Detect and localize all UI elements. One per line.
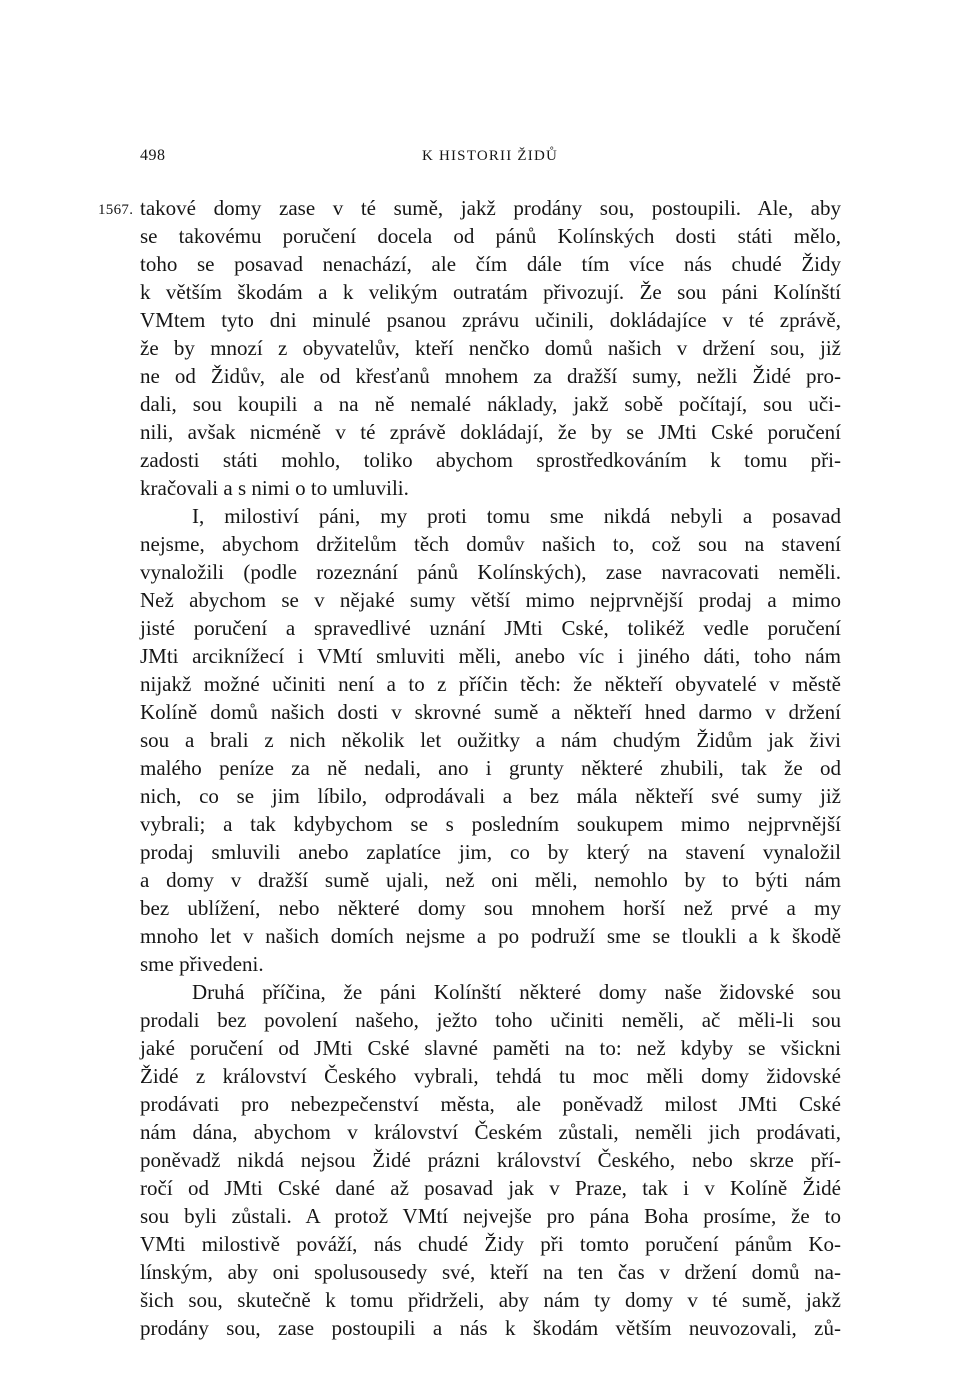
body-text <box>140 194 841 1342</box>
text-line: a domy v dražší sumě ujali, než oni měli, nemohlo by to býti nám <box>140 868 841 892</box>
text-line: sme přivedeni. <box>140 952 264 976</box>
text-line: zadosti státi mohlo, toliko abychom sprostředkováním k tomu při- <box>140 448 841 472</box>
text-line: poněvadž nikdá nejsou Židé prázni království Českého, nebo skrze pří- <box>140 1148 841 1172</box>
text-line: jaké poručení od JMti Cské slavné paměti na to: než kdyby se všickni <box>140 1036 841 1060</box>
text-line: ne od Židův, ale od křesťanů mnohem za dražší sumy, nežli Židé pro- <box>140 364 841 388</box>
text-line: vybrali; a tak kdybychom se s posledním soukupem mimo nejprvnější <box>140 812 841 836</box>
text-line: prodávati pro nebezpečenství města, ale poněvadž milost JMti Cské <box>140 1092 841 1116</box>
text-line: mnoho let v našich domích nejsme a po podruží sme se tloukli a k škodě <box>140 924 841 948</box>
text-line: k větším škodám a k velikým outratám přivozují. Že sou páni Kolínští <box>140 280 841 304</box>
text-line: bez ublížení, nebo některé domy sou mnohem horší než prvé a my <box>140 896 841 920</box>
text-line: Druhá příčina, že páni Kolínští některé domy naše židovské sou <box>192 980 841 1004</box>
paragraph-2 <box>140 502 841 978</box>
margin-year-note: 1567. <box>98 202 134 218</box>
running-title: K HISTORII ŽIDŮ <box>421 148 559 164</box>
text-line: prodali bez povolení našeho, ježto toho učiniti neměli, ač měli-li sou <box>140 1008 841 1032</box>
text-line: VMti milostivě pováží, nás chudé Židy při tomto poručení pánům Ko- <box>140 1232 841 1256</box>
text-line: sou a brali z nich několik let oužitky a nám chudým Židům jak živi <box>140 728 841 752</box>
text-line: nich, co se jim líbilo, odprodávali a bez mála někteří své sumy již <box>140 784 841 808</box>
paragraph-1 <box>140 194 841 502</box>
text-line: malého peníze za ně nedali, ano i grunty některé zhubili, tak že od <box>140 756 841 780</box>
text-line: toho se posavad nenachází, ale čím dále tím více nás chudé Židy <box>140 252 841 276</box>
text-line: Židé z království Českého vybrali, tehdá tu moc měli domy židovské <box>140 1064 841 1088</box>
page-number: 498 <box>140 147 166 164</box>
text-line: I, milostiví páni, my proti tomu sme nikdá nebyli a posavad <box>192 504 841 528</box>
text-line: prodaj smluvili anebo zaplatíce jim, co by který na stavení vynaložil <box>140 840 841 864</box>
text-line: VMtem tyto dni minulé psanou zprávu učinili, dokládajíce v té zprávě, <box>140 308 841 332</box>
text-line: prodány sou, zase postoupili a nás k škodám větším neuvozovali, zů- <box>140 1316 841 1340</box>
text-line: nejsme, abychom držitelům těch domův našich to, což sou na stavení <box>140 532 841 556</box>
text-line: línským, aby oni spolusousedy své, kteří na ten čas v držení domů na- <box>140 1260 841 1284</box>
text-line: vynaložili (podle rozeznání pánů Kolínských), zase navracovati neměli. <box>140 560 841 584</box>
text-line: JMti arciknížecí i VMtí smluviti měli, anebo víc i jiného dáti, toho nám <box>140 644 841 668</box>
text-line: kračovali a s nimi o to umluvili. <box>140 476 409 500</box>
text-line: jisté poručení a spravedlivé uznání JMti Cské, tolikéž vedle poručení <box>140 616 841 640</box>
text-line: nám dána, abychom v království Českém zůstali, neměli jich prodávati, <box>140 1120 841 1144</box>
text-line: nijakž možné učiniti není a to z příčin těch: že někteří obyvatelé v městě <box>140 672 841 696</box>
text-line: dali, sou koupili a na ně nemalé náklady, jakž sobě počítají, sou uči- <box>140 392 841 416</box>
running-head <box>140 144 840 168</box>
text-line: že by mnozí z obyvatelův, kteří nenčko domů našich v držení sou, již <box>140 336 841 360</box>
text-line: šich sou, skutečně k tomu přidrželi, aby nám ty domy v té sumě, jakž <box>140 1288 841 1312</box>
text-line: sou byli zůstali. A protož VMtí nejvejše pro pána Boha prosíme, že to <box>140 1204 841 1228</box>
text-line: nili, avšak nicméně v té zprávě dokládají, že by se JMti Cské poručení <box>140 420 841 444</box>
text-line: takové domy zase v té sumě, jakž prodány sou, postoupili. Ale, aby <box>140 196 841 220</box>
text-line: Kolíně domů našich dosti v skrovné sumě a někteří hned darmo v držení <box>140 700 841 724</box>
text-line: se takovému poručení docela od pánů Kolínských dosti státi mělo, <box>140 224 841 248</box>
text-line: ročí od JMti Cské dané až posavad jak v Praze, tak i v Kolíně Židé <box>140 1176 841 1200</box>
text-line: Než abychom se v nějaké sumy větší mimo nejprvnější prodaj a mimo <box>140 588 841 612</box>
paragraph-3 <box>140 978 841 1342</box>
